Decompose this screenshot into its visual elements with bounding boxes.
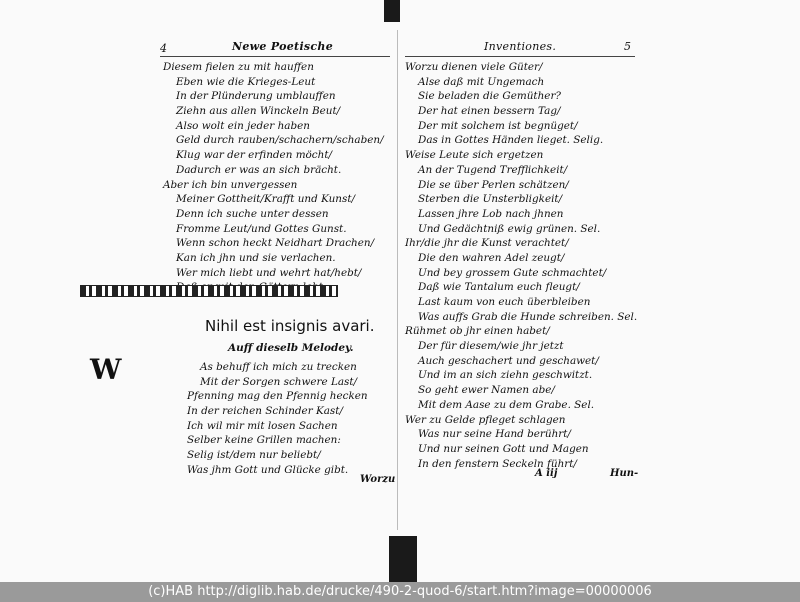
right-text [405, 60, 637, 471]
text-line: Mit der Sorgen schwere Last/ [200, 375, 358, 388]
text-line: Wer mich liebt und wehrt hat/hebt/ [176, 266, 362, 279]
text-line: Wer zu Gelde pfleget schlagen [405, 413, 566, 426]
text-line: Und bey grossem Gute schmachtet/ [418, 266, 607, 279]
binding-top [384, 0, 400, 22]
text-line: Meiner Gottheit/Krafft und Kunst/ [176, 193, 355, 206]
text-line: Kan ich jhn und sie verlachen. [176, 251, 336, 264]
text-line: Denn ich suche unter dessen [176, 207, 329, 220]
left-stanza [163, 60, 384, 295]
left-running-head: Newe Poetische [232, 40, 334, 53]
text-line: Auch geschachert und geschawet/ [418, 354, 599, 367]
gutter [397, 30, 398, 530]
text-line: Und nur seinen Gott und Magen [418, 442, 589, 455]
text-line: Geld durch rauben/schachern/schaben/ [176, 134, 384, 147]
text-line: In der Plünderung umblauffen [176, 90, 336, 103]
text-line: Selig ist/dem nur beliebt/ [187, 449, 321, 462]
left-catchword: Worzu [360, 474, 396, 485]
text-line: Der mit solchem ist begnüget/ [418, 119, 578, 132]
footer-credit: (c)HAB http://diglib.hab.de/drucke/490-2-quod-6/start.htm?image=00000006 [0, 582, 800, 602]
text-line: Was jhm Gott und Glücke gibt. [187, 463, 349, 476]
text-line: Und im an sich ziehn geschwitzt. [418, 369, 593, 382]
text-line: An der Tugend Trefflichkeit/ [418, 163, 568, 176]
text-line: In der reichen Schinder Kast/ [187, 405, 343, 418]
left-head-rule [160, 56, 390, 57]
text-line: In den fenstern Seckeln führt/ [418, 457, 577, 470]
left-poem [187, 360, 368, 478]
text-line: Die se über Perlen schätzen/ [418, 178, 569, 191]
text-line: Worzu dienen viele Güter/ [405, 61, 543, 73]
poem-subtitle: Auff dieselb Melodey. [228, 342, 354, 354]
text-line: Der für diesem/wie jhr jetzt [418, 340, 564, 353]
right-page-number: 5 [624, 40, 632, 53]
text-line: Fromme Leut/und Gottes Gunst. [176, 222, 347, 235]
text-line: Das in Gottes Händen lieget. Selig. [418, 134, 604, 147]
text-line: Alse daß mit Ungemach [418, 75, 545, 88]
text-line: Ihr/die jhr die Kunst verachtet/ [405, 237, 569, 250]
binding-bottom [389, 536, 417, 582]
right-head-rule [405, 56, 635, 57]
text-line: Rühmet ob jhr einen habet/ [405, 325, 550, 338]
text-line: Lassen jhre Lob nach jhnen [418, 207, 564, 220]
text-line: Diesem fielen zu mit hauffen [163, 61, 314, 73]
text-line: Ich wil mir mit losen Sachen [187, 419, 338, 432]
text-line: So geht ewer Namen abe/ [418, 384, 555, 397]
text-line: Also wolt ein jeder haben [176, 119, 310, 132]
text-line: Daß wie Tantalum euch fleugt/ [418, 281, 580, 294]
text-line: Und Gedächtniß ewig grünen. Sel. [418, 222, 601, 235]
text-line: Was auffs Grab die Hunde schreiben. Sel. [418, 310, 638, 323]
text-line: Die den wahren Adel zeugt/ [418, 251, 565, 264]
text-line: Eben wie die Krieges-Leut [176, 75, 316, 88]
text-line: Ziehn aus allen Winckeln Beut/ [176, 105, 341, 118]
text-line: Der hat einen bessern Tag/ [418, 105, 561, 118]
text-line: Sie beladen die Gemüther? [418, 90, 561, 103]
right-catchword: Hun- [610, 468, 639, 479]
dropcap: W [90, 353, 122, 386]
text-line: Klug war der erfinden möcht/ [176, 149, 332, 162]
text-line: Aber ich bin unvergessen [163, 178, 298, 191]
text-line: Dadurch er was an sich brächt. [176, 163, 342, 176]
poem-title: Nihil est insignis avari. [205, 317, 375, 335]
text-line: Weise Leute sich ergetzen [405, 149, 544, 162]
text-line: Selber keine Grillen machen: [187, 434, 341, 447]
text-line: Was nur seine Hand berührt/ [418, 428, 571, 441]
text-line: Last kaum von euch überbleiben [418, 296, 591, 308]
signature-mark: A iij [535, 468, 558, 479]
text-line: Wenn schon heckt Neidhart Drachen/ [176, 237, 375, 250]
text-line: As behuff ich mich zu trecken [200, 361, 357, 373]
ornament-border [80, 285, 338, 297]
right-running-head: Inventiones. [484, 40, 557, 53]
text-line: Pfenning mag den Pfennig hecken [187, 390, 368, 403]
text-line: Mit dem Aase zu dem Grabe. Sel. [418, 398, 595, 411]
text-line: Sterben die Unsterbligkeit/ [418, 193, 563, 206]
left-page-number: 4 [160, 42, 168, 55]
